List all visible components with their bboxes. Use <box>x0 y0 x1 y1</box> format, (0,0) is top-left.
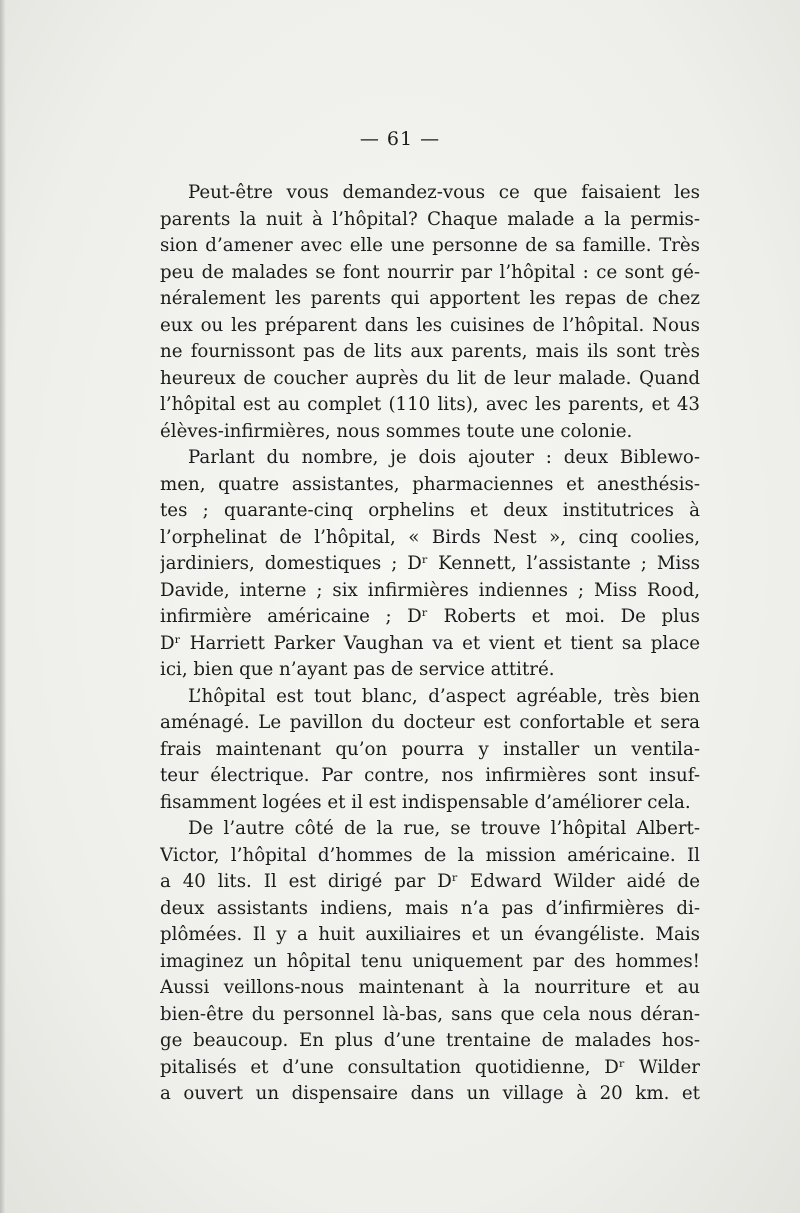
text-line: Dʳ Harriett Parker Vaughan va et vient et tient sa place <box>160 632 700 654</box>
text-line: a ouvert un dispensaire dans un village à 20 km. et <box>160 1083 700 1104</box>
text-line: néralement les parents qui apportent les repas de chez <box>160 288 700 309</box>
text-line: De l’autre côté de la rue, se trouve l’hôpital Albert- <box>188 818 700 839</box>
page-binding-edge <box>0 0 6 1213</box>
text-line: l’orphelinat de l’hôpital, « Birds Nest », cinq coolies, <box>160 526 700 548</box>
text-line: frais maintenant qu’on pourra y installer un ventila- <box>160 738 700 760</box>
text-line: heureux de coucher auprès du lit de leur malade. Quand <box>160 367 700 389</box>
text-line: plômées. Il y a huit auxiliaires et un évangéliste. Mais <box>160 924 700 945</box>
text-line: parents la nuit à l’hôpital? Chaque malade a la permis- <box>160 208 700 230</box>
text-line: pitalisés et d’une consultation quotidienne, Dʳ Wilder <box>160 1056 700 1078</box>
text-line: imaginez un hôpital tenu uniquement par des hommes! <box>160 950 700 972</box>
text-line: sion d’amener avec elle une personne de sa famille. Très <box>160 235 700 256</box>
text-line: aménagé. Le pavillon du docteur est confortable et sera <box>160 712 700 733</box>
page-number: — 61 — <box>359 128 441 150</box>
text-line: l’hôpital est au complet (110 lits), avec les parents, et 43 <box>160 394 700 415</box>
text-line: eux ou les préparent dans les cuisines de l’hôpital. Nous <box>160 314 700 336</box>
text-line: ge beaucoup. En plus d’une trentaine de malades hos- <box>160 1030 700 1051</box>
text-line: a 40 lits. Il est dirigé par Dʳ Edward Wilder aidé de <box>160 871 700 892</box>
text-line: L’hôpital est tout blanc, d’aspect agréable, très bien <box>188 685 700 707</box>
text-line: Davide, interne ; six infirmières indiennes ; Miss Rood, <box>160 579 700 601</box>
text-line: tes ; quarante-cinq orphelins et deux institutrices à <box>160 500 700 521</box>
text-line: teur électrique. Par contre, nos infirmières sont insuf- <box>160 765 700 786</box>
text-line: élèves-infirmières, nous sommes toute une colonie. <box>160 420 633 442</box>
text-line: infirmière américaine ; Dʳ Roberts et moi. De plus <box>160 606 700 627</box>
text-line: peu de malades se font nourrir par l’hôpital : ce sont gé- <box>160 261 700 283</box>
text-line: jardiniers, domestiques ; Dʳ Kennett, l’assistante ; Miss <box>160 553 700 574</box>
body-text <box>160 180 700 1108</box>
text-line: bien-être du personnel là-bas, sans que cela nous déran- <box>160 1003 700 1025</box>
text-line: deux assistants indiens, mais n’a pas d’infirmières di- <box>160 897 700 919</box>
text-line: ici, bien que n’ayant pas de service attitré. <box>160 659 555 680</box>
text-line: Parlant du nombre, je dois ajouter : deux Biblewo- <box>188 447 700 468</box>
text-line: men, quatre assistantes, pharmaciennes et anesthésis- <box>160 473 700 495</box>
text-line: fisamment logées et il est indispensable d’améliorer cela. <box>160 791 691 813</box>
text-line: ne fournissont pas de lits aux parents, mais ils sont très <box>160 341 700 362</box>
text-line: Victor, l’hôpital d’hommes de la mission américaine. Il <box>160 844 700 866</box>
text-line: Peut-être vous demandez-vous ce que faisaient les <box>188 182 700 203</box>
text-line: Aussi veillons-nous maintenant à la nourriture et au <box>160 977 700 998</box>
